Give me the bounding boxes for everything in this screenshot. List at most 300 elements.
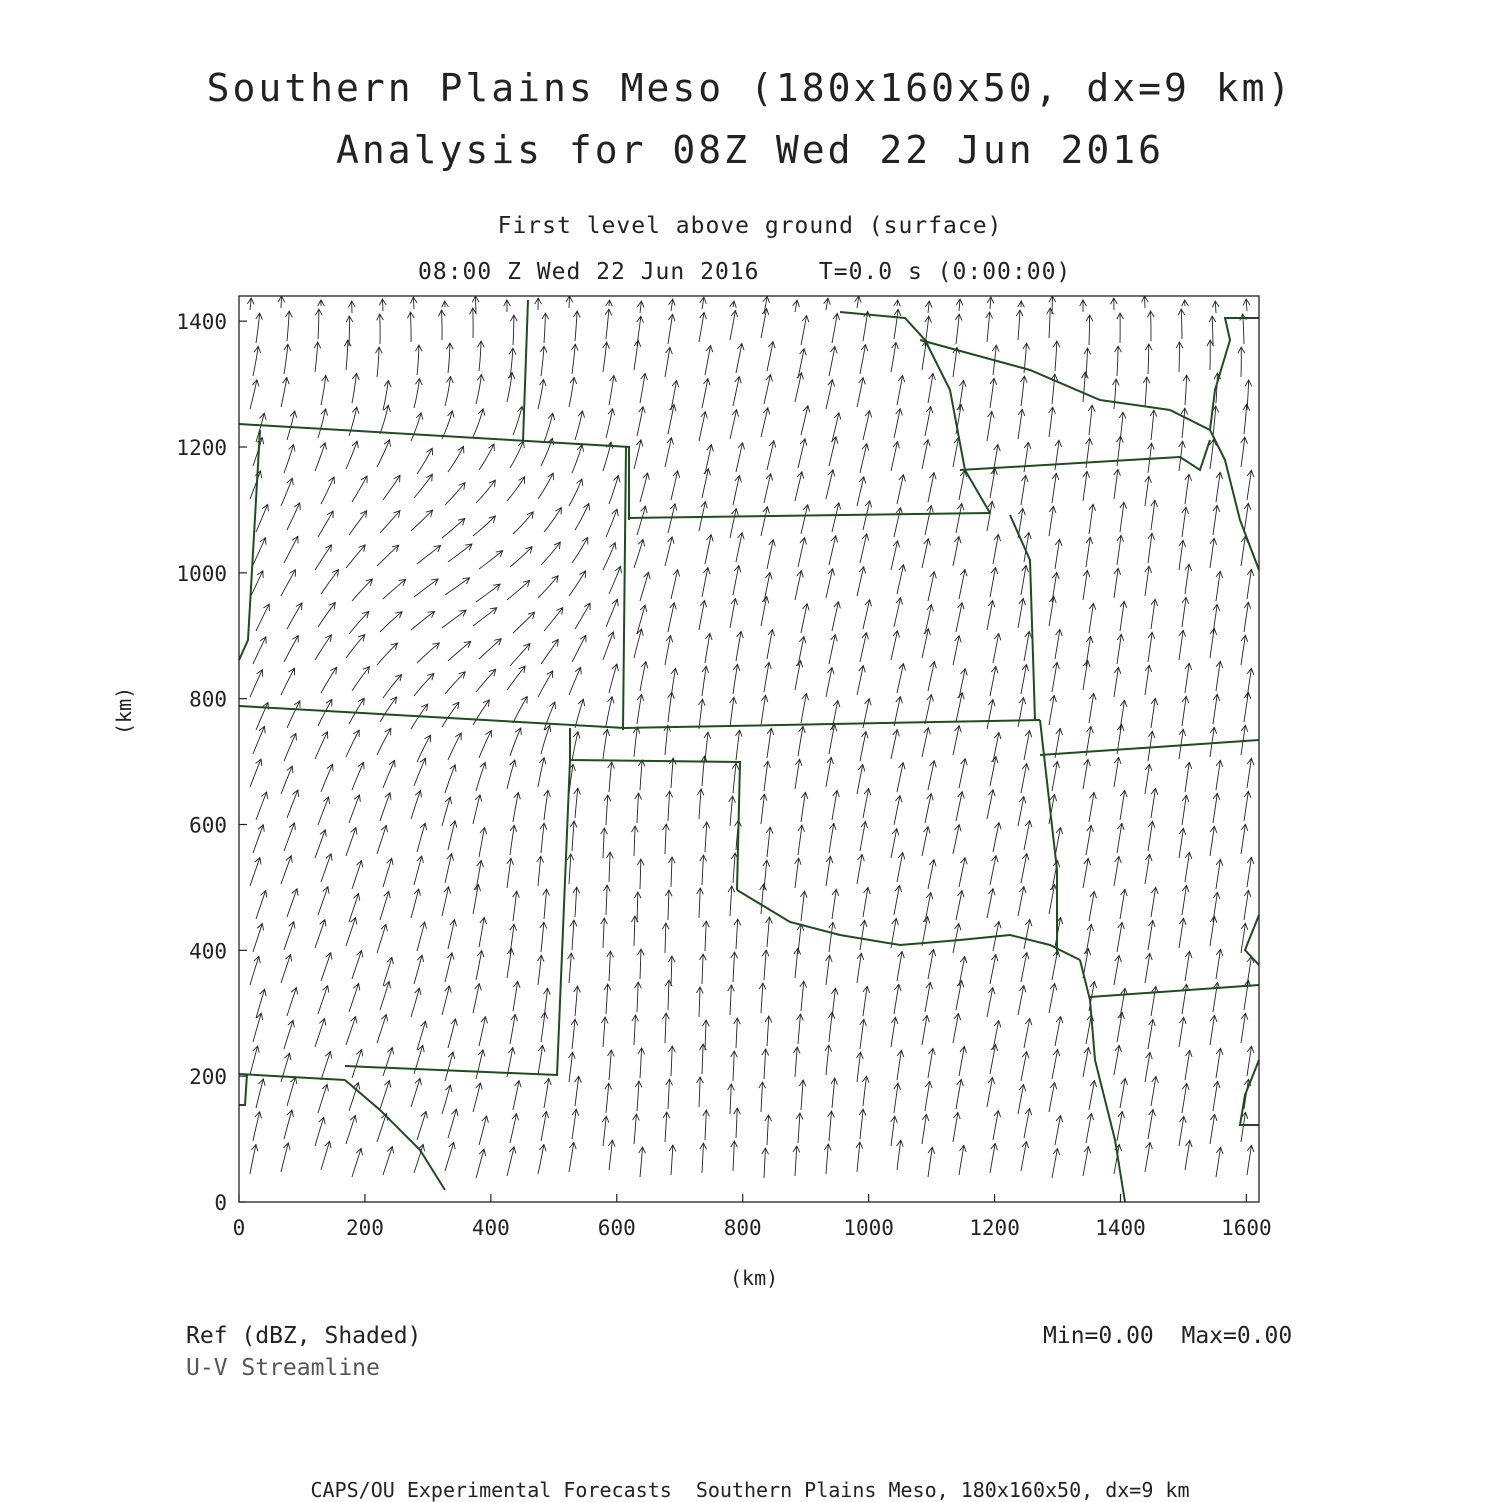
streamline-segment [897, 853, 903, 882]
streamline-segment [702, 568, 708, 597]
streamline-segment [860, 821, 865, 851]
streamline-segment [829, 347, 835, 376]
streamline-segment [572, 635, 586, 662]
streamline-segment [987, 790, 993, 819]
streamline-segment [699, 412, 705, 441]
x-tick-label: 1200 [969, 1216, 1020, 1240]
state-border-line [1245, 915, 1259, 965]
streamline-segment [315, 635, 331, 660]
streamline-segment [733, 853, 735, 883]
streamline-segment [990, 667, 996, 696]
streamline-segment [569, 571, 586, 596]
streamline-segment [990, 856, 996, 885]
streamline-segment [990, 955, 996, 984]
streamline-segment [510, 644, 530, 666]
y-tick-label: 1000 [176, 562, 227, 586]
streamline-segment [1120, 1078, 1125, 1108]
streamline-segment [352, 476, 367, 502]
streamline-segment [510, 1014, 515, 1044]
streamline-segment [761, 884, 764, 914]
streamline-segment [705, 822, 707, 852]
streamline-segment [442, 310, 443, 340]
streamline-segment [894, 886, 899, 915]
streamline-segment [829, 1111, 832, 1141]
streamline-segment [541, 542, 560, 565]
streamline-segment [513, 315, 514, 345]
streamline-segment [1049, 984, 1055, 1013]
streamline-segment [702, 1044, 703, 1074]
streamline-segment [448, 733, 461, 760]
streamline-segment [637, 982, 638, 1012]
streamline-segment [897, 763, 903, 792]
streamline-segment [318, 699, 332, 726]
streamline-segment [476, 951, 482, 980]
streamline-segment [764, 950, 766, 980]
streamline-segment [671, 857, 672, 887]
streamline-segment [863, 311, 868, 341]
streamline-segment [730, 598, 735, 628]
streamline-segment [1148, 1019, 1153, 1049]
streamline-segment [699, 601, 704, 630]
level-subtitle: First level above ground (surface) [0, 213, 1500, 239]
streamline-segment [513, 697, 527, 723]
streamline-segment [383, 579, 406, 599]
streamline-segment [891, 829, 897, 858]
streamline-segment [705, 633, 710, 663]
streamline-segment [1021, 565, 1026, 595]
streamline-segment [959, 570, 965, 599]
streamline-segment [349, 611, 369, 634]
streamline-segment [1018, 986, 1024, 1015]
streamline-segment [665, 636, 671, 665]
streamline-segment [993, 1110, 998, 1140]
streamline-segment [925, 506, 931, 535]
streamline-segment [479, 731, 491, 758]
streamline-segment [541, 1111, 546, 1141]
streamline-segment [671, 1145, 673, 1175]
streamline-segment [668, 890, 669, 920]
streamline-segment [417, 643, 439, 663]
analysis-title: Analysis for 08Z Wed 22 Jun 2016 [0, 128, 1500, 172]
streamline-segment [733, 952, 735, 982]
streamline-layer [247, 296, 1254, 1178]
streamline-segment [479, 444, 494, 470]
streamline-segment [1185, 1050, 1190, 1080]
streamline-segment [1083, 1146, 1088, 1176]
streamline-segment [1018, 1085, 1024, 1114]
streamline-segment [798, 538, 805, 567]
streamline-segment [318, 511, 333, 537]
streamline-segment [538, 758, 544, 787]
streamline-segment [894, 984, 899, 1014]
streamline-segment [569, 296, 570, 308]
streamline-segment [1024, 731, 1030, 760]
streamline-segment [1049, 596, 1054, 626]
streamline-segment [606, 599, 617, 627]
streamline-segment [1024, 1019, 1030, 1048]
streamline-arrowhead [580, 571, 586, 578]
streamline-segment [442, 610, 466, 628]
streamline-segment [287, 503, 300, 530]
streamline-segment [1185, 1140, 1190, 1170]
streamline-segment [665, 1013, 666, 1043]
streamline-segment [928, 860, 934, 889]
streamline-segment [1018, 797, 1024, 826]
streamline-segment [250, 670, 262, 697]
state-border-line [523, 300, 528, 441]
streamline-segment [473, 608, 497, 626]
streamline-segment [1083, 660, 1088, 690]
time-subtitle: 08:00 Z Wed 22 Jun 2016 T=0.0 s (0:00:00) [418, 259, 1071, 285]
streamline-segment [1179, 1116, 1184, 1146]
streamline-segment [959, 471, 965, 500]
streamline-segment [953, 825, 959, 854]
streamline-segment [1024, 1109, 1030, 1138]
streamline-segment [609, 951, 610, 981]
streamline-segment [513, 981, 518, 1011]
streamline-segment [411, 611, 435, 630]
streamline-segment [761, 983, 763, 1013]
streamline-segment [733, 566, 739, 595]
streamline-segment [767, 1016, 769, 1046]
streamline-segment [1185, 375, 1187, 405]
streamline-segment [699, 789, 701, 819]
plot-frame [239, 296, 1259, 1202]
streamline-segment [730, 509, 736, 538]
streamline-segment [349, 698, 364, 724]
streamline-segment [730, 796, 733, 826]
streamline-segment [956, 792, 962, 821]
streamline-segment [1021, 1052, 1027, 1081]
streamline-segment [575, 788, 578, 818]
streamline-segment [705, 1110, 706, 1140]
streamline-segment [284, 536, 298, 563]
streamline-segment [637, 793, 639, 823]
streamline-segment [795, 1146, 797, 1176]
streamline-segment [665, 347, 670, 377]
streamline-segment [798, 1113, 800, 1143]
streamline-segment [507, 666, 525, 690]
streamline-segment [1018, 598, 1023, 628]
streamline-segment [1018, 887, 1024, 916]
streamline-segment [922, 539, 928, 568]
streamline-segment [445, 578, 470, 595]
streamline-segment [1114, 856, 1119, 886]
streamline-segment [990, 1143, 995, 1173]
streamline-segment [1114, 757, 1119, 787]
streamline-segment [253, 538, 265, 565]
y-tick-label: 800 [189, 688, 227, 712]
streamline-segment [377, 347, 379, 377]
streamline-segment [609, 375, 614, 405]
streamline-segment [671, 758, 673, 788]
overlay-field-label: U-V Streamline [186, 1355, 380, 1381]
x-tick-label: 600 [598, 1216, 636, 1240]
y-tick-label: 400 [189, 939, 227, 963]
streamline-segment [473, 516, 495, 536]
streamline-segment [1089, 891, 1094, 921]
streamline-segment [665, 725, 668, 755]
streamline-segment [377, 728, 391, 755]
streamline-segment [767, 1115, 769, 1145]
state-border-line [1010, 515, 1035, 720]
streamline-segment [1114, 1045, 1119, 1075]
streamline-segment [507, 477, 525, 501]
state-border-line [239, 1074, 247, 1105]
streamline-segment [1145, 377, 1147, 407]
streamline-segment [572, 445, 582, 473]
streamline-segment [383, 760, 395, 788]
streamline-segment [1151, 1076, 1156, 1106]
streamline-segment [603, 543, 615, 570]
streamline-segment [764, 1049, 766, 1079]
streamline-segment [987, 988, 993, 1017]
streamline-segment [318, 603, 335, 627]
streamline-segment [569, 377, 574, 407]
streamline-segment [321, 477, 334, 504]
streamline-segment [801, 316, 807, 345]
streamline-segment [1049, 308, 1050, 338]
streamline-segment [733, 476, 739, 505]
streamline-segment [442, 519, 465, 538]
state-border-line [345, 760, 570, 1075]
state-borders [239, 300, 1259, 1202]
streamline-segment [795, 948, 798, 978]
streamline-segment [281, 296, 282, 308]
streamline-segment [1117, 823, 1122, 853]
streamline-segment [1114, 379, 1116, 409]
streamline-segment [383, 675, 402, 698]
streamline-segment [253, 637, 266, 664]
streamline-segment [377, 440, 389, 467]
streamline-segment [928, 662, 934, 691]
streamline-segment [349, 511, 367, 535]
streamline-segment [442, 702, 459, 727]
streamline-segment [318, 309, 319, 339]
x-tick-label: 1400 [1095, 1216, 1146, 1240]
streamline-segment [829, 635, 835, 664]
streamline-segment [801, 693, 806, 723]
streamline-segment [801, 1080, 803, 1110]
streamline-segment [513, 792, 518, 822]
streamline-segment [897, 664, 903, 693]
state-border-line [1090, 985, 1259, 997]
streamline-segment [736, 344, 742, 373]
streamline-segment [702, 1143, 703, 1173]
streamline-segment [705, 921, 706, 951]
streamline-segment [761, 507, 767, 536]
streamline-segment [953, 636, 959, 665]
x-tick-label: 400 [472, 1216, 510, 1240]
streamline-segment [569, 479, 582, 506]
streamline-segment [767, 540, 773, 569]
streamline-segment [736, 919, 738, 949]
x-tick-label: 200 [346, 1216, 384, 1240]
streamline-segment [953, 1014, 958, 1043]
streamline-segment [990, 568, 996, 597]
main-title: Southern Plains Meso (180x160x50, dx=9 km) [0, 66, 1500, 110]
streamline-segment [671, 956, 672, 986]
streamline-segment [606, 509, 617, 537]
y-tick-label: 0 [214, 1191, 227, 1215]
streamline-segment [925, 407, 931, 436]
state-border-line [239, 1074, 345, 1080]
streamline-segment [699, 888, 700, 918]
streamline-segment [736, 533, 742, 562]
streamline-segment [640, 373, 645, 403]
streamline-segment [606, 795, 608, 825]
streamline-segment [250, 1145, 256, 1174]
streamline-segment [321, 764, 332, 792]
streamline-segment [925, 695, 931, 724]
streamline-segment [575, 887, 577, 917]
streamline-segment [572, 537, 588, 563]
streamline-segment [1024, 631, 1029, 661]
streamline-segment [445, 483, 465, 505]
streamline-segment [1148, 920, 1153, 950]
streamline-segment [767, 629, 772, 659]
y-axis-label: (km) [112, 687, 136, 735]
streamline-segment [1018, 698, 1024, 727]
streamline-segment [795, 571, 801, 600]
streamline-segment [411, 510, 433, 531]
streamline-segment [987, 501, 992, 531]
streamline-segment [702, 954, 703, 984]
streamline-segment [928, 950, 934, 979]
streamline-segment [891, 342, 896, 372]
streamline-segment [702, 855, 704, 885]
streamline-segment [634, 1015, 635, 1045]
streamline-segment [410, 312, 411, 342]
streamline-segment [801, 981, 804, 1011]
streamline-segment [928, 761, 934, 790]
streamline-segment [448, 343, 450, 373]
streamline-segment [1052, 761, 1057, 791]
streamline-segment [826, 1144, 828, 1174]
streamline-segment [733, 1141, 734, 1171]
streamline-segment [448, 544, 472, 562]
streamline-segment [346, 545, 365, 568]
streamline-segment [1021, 953, 1027, 982]
streamline-segment [377, 643, 398, 665]
streamline-segment [767, 342, 773, 371]
streamline-segment [987, 700, 993, 729]
streamline-segment [699, 987, 700, 1017]
streamline-segment [609, 852, 610, 882]
streamline-segment [928, 572, 934, 601]
streamline-segment [730, 886, 732, 916]
streamline-segment [442, 411, 452, 439]
streamline-segment [538, 473, 553, 499]
streamline-segment [730, 985, 731, 1015]
streamline-segment [281, 668, 294, 695]
streamline-segment [1089, 693, 1094, 723]
streamline-segment [1179, 1017, 1184, 1047]
streamline-segment [1089, 792, 1094, 822]
x-tick-label: 800 [724, 1216, 762, 1240]
streamline-segment [668, 1079, 669, 1109]
streamline-segment [352, 762, 364, 790]
streamline-segment [863, 789, 869, 818]
streamline-segment [538, 1145, 544, 1174]
streamline-segment [1148, 1109, 1153, 1139]
streamline-segment [922, 728, 928, 757]
streamline-segment [575, 986, 578, 1016]
streamline-segment [1148, 344, 1149, 374]
streamline-segment [281, 478, 292, 506]
streamline-segment [956, 603, 962, 632]
streamline-segment [987, 411, 992, 441]
streamline-segment [414, 758, 425, 786]
streamline-segment [256, 504, 268, 532]
streamline-segment [284, 733, 296, 761]
streamline-segment [606, 1083, 609, 1113]
streamline-segment [1055, 1017, 1061, 1046]
streamline-segment [987, 312, 990, 342]
streamline-segment [572, 920, 574, 950]
streamline-segment [857, 378, 863, 407]
streamline-segment [640, 859, 641, 889]
streamline-segment [860, 732, 866, 761]
x-tick-label: 0 [233, 1216, 246, 1240]
streamline-segment [606, 885, 607, 915]
streamline-segment [1083, 858, 1088, 888]
streamline-segment [956, 891, 962, 920]
streamline-segment [1021, 475, 1026, 505]
streamline-segment [479, 917, 484, 947]
streamline-segment [448, 641, 471, 661]
streamline-segment [736, 1108, 737, 1138]
streamline-segment [1083, 1048, 1088, 1077]
streamline-segment [315, 732, 327, 759]
streamline-segment [894, 796, 900, 825]
streamline-segment [476, 584, 500, 602]
streamline-segment [1117, 346, 1118, 376]
streamline-segment [606, 984, 608, 1014]
streamline-segment [987, 1078, 992, 1107]
streamline-segment [287, 701, 300, 728]
streamline-segment [829, 823, 834, 853]
streamline-segment [922, 440, 928, 469]
streamline-segment [987, 601, 993, 630]
streamline-segment [925, 794, 931, 823]
streamline-segment [1089, 315, 1090, 345]
streamline-segment [1083, 372, 1085, 402]
streamline-segment [475, 296, 476, 314]
y-tick-label: 600 [189, 814, 227, 838]
streamline-segment [383, 475, 400, 500]
streamline-segment [993, 634, 999, 663]
streamline-segment [473, 700, 489, 725]
streamline-segment [671, 1046, 672, 1076]
streamline-segment [479, 551, 503, 569]
streamline-segment [413, 297, 414, 309]
streamline-segment [959, 858, 965, 887]
streamline-segment [959, 1145, 964, 1175]
streamline-segment [767, 917, 769, 947]
streamline-segment [346, 340, 348, 370]
streamline-segment [956, 1079, 961, 1109]
streamline-segment [315, 443, 325, 471]
y-tick-label: 1400 [176, 310, 227, 334]
streamline-segment [544, 508, 561, 532]
streamline-segment [538, 576, 558, 598]
streamline-segment [928, 1048, 933, 1078]
streamline-segment [417, 448, 432, 474]
streamline-segment [281, 570, 295, 596]
streamline-segment [699, 1077, 700, 1107]
streamline-segment [928, 373, 933, 403]
